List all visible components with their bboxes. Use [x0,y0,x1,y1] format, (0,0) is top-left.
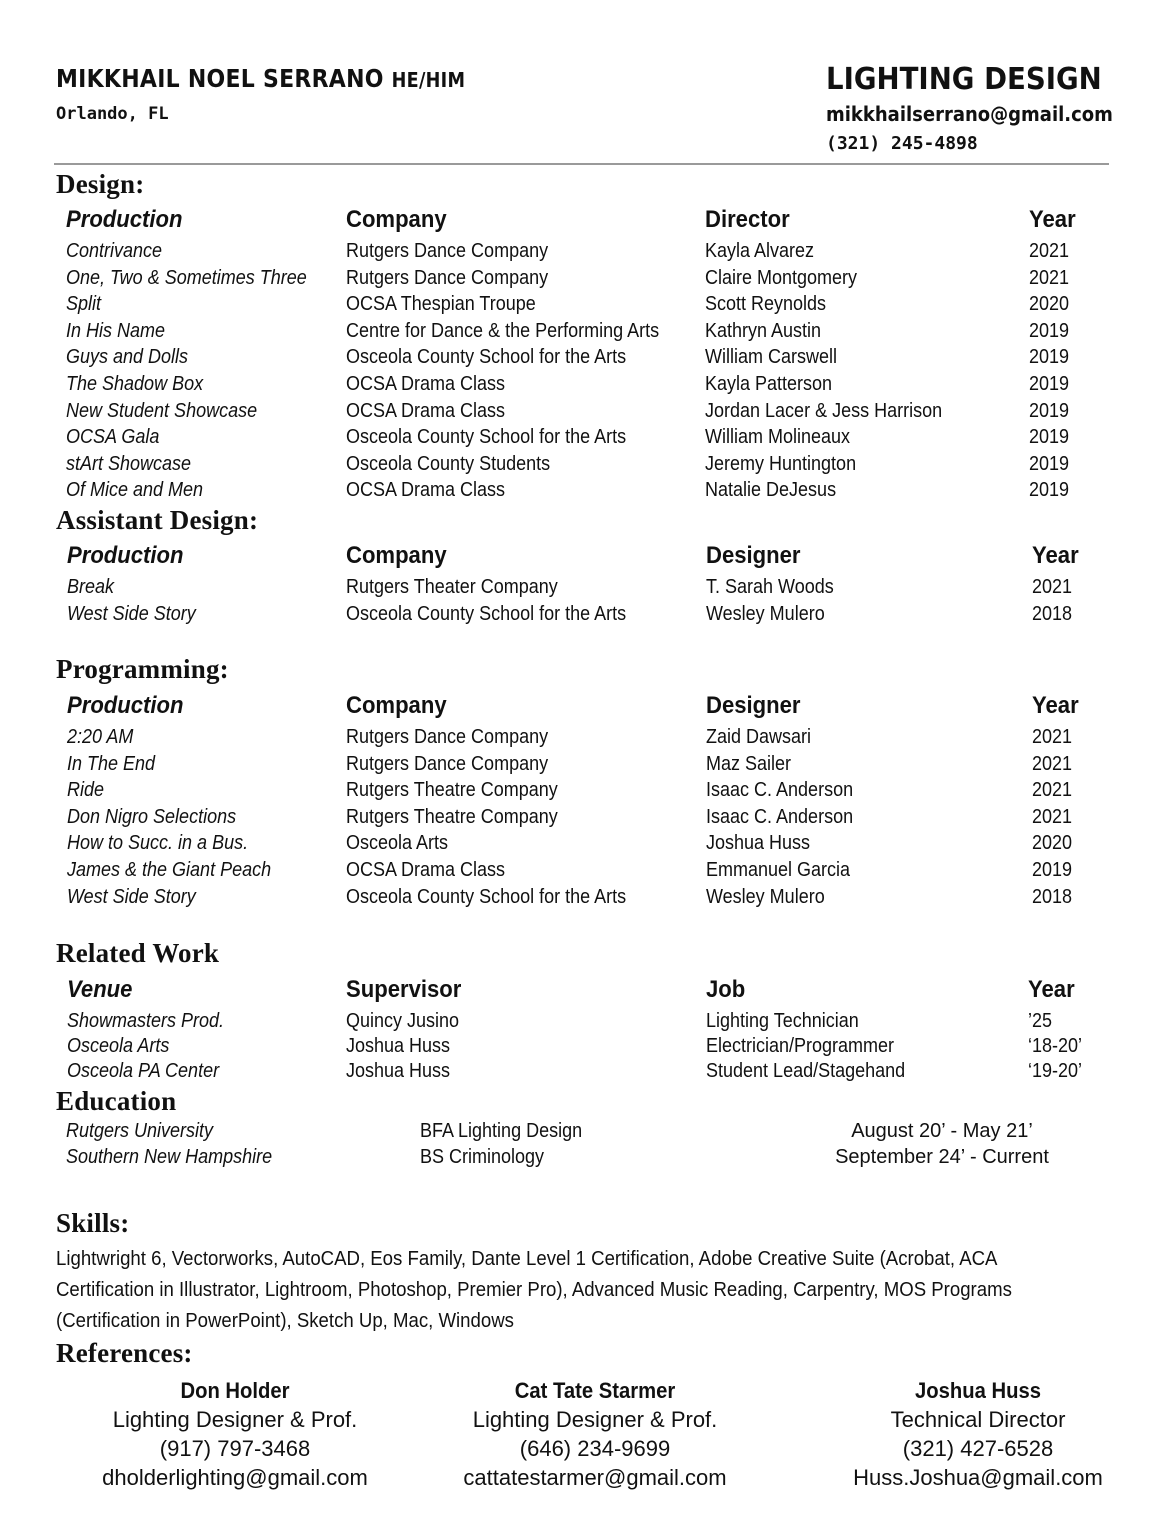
table-row [0,1035,1172,1060]
column-header: Company [346,542,447,569]
contact-phone[interactable]: (321) 245-4898 [826,133,978,154]
column-header: Job [706,976,746,1003]
production-cell: 2:20 AM [67,726,134,748]
person-cell: Emmanuel Garcia [706,858,851,881]
year-cell: 2021 [1032,576,1073,598]
production-cell: Ride [67,779,105,802]
header-divider [54,163,1109,165]
person-cell: Wesley Mulero [706,602,825,625]
table-row [0,320,1172,347]
reference-card [70,1376,400,1492]
table-row [0,240,1172,267]
company-cell: Joshua Huss [346,1035,451,1057]
column-header: Year [1028,976,1075,1003]
person-cell: Kayla Patterson [705,372,833,395]
production-cell: Osceola Arts [67,1035,170,1057]
year-cell: 2021 [1029,266,1070,289]
reference-name: Cat Tate Starmer [514,1378,676,1403]
year-cell: 2019 [1032,858,1073,881]
school-cell: Rutgers University [66,1120,214,1142]
year-cell: 2019 [1029,372,1070,395]
column-header: Venue [67,976,133,1003]
company-cell: Osceola Arts [346,832,449,855]
year-cell: 2019 [1029,426,1070,449]
column-header: Company [346,206,447,233]
skills-list: Lightwright 6, Vectorworks, AutoCAD, Eos Family, Dante Level 1 Certification, Adobe Creative Suite (Acrobat, ACA Certification in Illustrator, Lightroom, Photoshop, Premier Pro), Advanced Music Reading, Carpentry, MOS Programs (Certification in PowerPoint), Sketch Up, Mac, Windows [56,1248,1012,1332]
reference-phone[interactable]: (917) 797-3468 [159,1436,311,1461]
column-header: Production [67,692,184,719]
reference-role: Lighting Designer & Prof. [112,1407,358,1432]
dates-cell: August 20’ - May 21’ [851,1120,1033,1142]
year-cell: 2018 [1032,885,1073,908]
company-cell: OCSA Drama Class [346,399,506,422]
table-row [0,832,1172,859]
person-cell: Claire Montgomery [705,266,858,289]
year-cell: 2019 [1029,452,1070,475]
person-cell: Jeremy Huntington [705,452,857,475]
education-row [0,1146,1172,1172]
company-cell: OCSA Drama Class [346,479,506,502]
reference-phone[interactable]: (646) 234-9699 [519,1436,671,1461]
column-header: Supervisor [346,976,462,1003]
related-table-header [0,976,1172,1010]
table-row [0,726,1172,753]
production-cell: Don Nigro Selections [67,805,237,828]
person-cell: Electrician/Programmer [706,1035,895,1057]
company-cell: OCSA Drama Class [346,858,506,881]
company-cell: Quincy Jusino [346,1010,460,1032]
company-cell: Rutgers Dance Company [346,726,549,748]
column-header: Director [705,206,790,233]
column-header: Year [1032,692,1079,719]
column-header: Designer [706,692,801,719]
production-cell: Guys and Dolls [66,346,189,369]
school-cell: Southern New Hampshire [66,1146,273,1168]
resume-title: LIGHTING DESIGN [826,62,1102,97]
section-title-design: Design: [56,169,145,199]
reference-card [813,1376,1143,1492]
section-title-skills: Skills: [56,1208,130,1238]
year-cell: 2021 [1032,726,1073,748]
person-cell: Kathryn Austin [705,319,822,342]
production-cell: stArt Showcase [66,452,192,475]
year-cell: ‘18-20’ [1028,1035,1083,1057]
person-cell: Kayla Alvarez [705,240,815,262]
table-row [0,1010,1172,1035]
company-cell: Rutgers Dance Company [346,240,549,262]
programming-table [0,692,1172,912]
contact-email[interactable]: mikkhailserrano@gmail.com [826,102,1113,126]
company-cell: Rutgers Theatre Company [346,779,558,802]
section-title-education: Education [56,1086,177,1116]
production-cell: Contrivance [66,240,163,262]
table-row [0,479,1172,506]
reference-role: Lighting Designer & Prof. [472,1407,718,1432]
person-cell: Scott Reynolds [705,293,827,316]
production-cell: The Shadow Box [66,372,204,395]
person-cell: Maz Sailer [706,752,792,775]
company-cell: Osceola County School for the Arts [346,602,627,625]
column-header: Production [67,542,184,569]
reference-role: Technical Director [890,1407,1066,1432]
dates-cell: September 24’ - Current [835,1146,1049,1168]
company-cell: Joshua Huss [346,1060,451,1082]
table-row [0,859,1172,886]
production-cell: West Side Story [67,602,196,625]
production-cell: In The End [67,752,156,775]
education-row [0,1120,1172,1146]
table-row [0,267,1172,294]
year-cell: 2018 [1032,602,1073,625]
assistant-design-table [0,542,1172,629]
production-cell: One, Two & Sometimes Three [66,266,307,289]
section-title-references: References: [56,1338,193,1368]
company-cell: OCSA Drama Class [346,372,506,395]
reference-phone[interactable]: (321) 427-6528 [902,1436,1054,1461]
table-row [0,753,1172,780]
reference-email[interactable]: dholderlighting@gmail.com [102,1465,368,1490]
assistant-table-header [0,542,1172,576]
company-cell: Osceola County School for the Arts [346,346,627,369]
production-cell: Showmasters Prod. [67,1010,225,1032]
table-row [0,886,1172,913]
person-cell: William Molineaux [705,426,851,449]
reference-card [430,1376,760,1492]
production-cell: James & the Giant Peach [67,858,272,881]
column-header: Production [66,206,183,233]
company-cell: Osceola County School for the Arts [346,426,627,449]
year-cell: 2019 [1029,479,1070,502]
person-cell: Zaid Dawsari [706,726,812,748]
year-cell: 2020 [1032,832,1073,855]
location: Orlando, FL [56,104,169,124]
table-row [0,426,1172,453]
reference-name: Don Holder [180,1378,290,1403]
person-cell: T. Sarah Woods [706,576,834,598]
production-cell: Split [66,293,102,316]
table-row [0,400,1172,427]
person-cell: William Carswell [705,346,838,369]
company-cell: Rutgers Theatre Company [346,805,558,828]
reference-name: Joshua Huss [915,1378,1041,1403]
column-header: Year [1032,542,1079,569]
person-cell: Joshua Huss [706,832,811,855]
company-cell: Centre for Dance & the Performing Arts [346,319,660,342]
year-cell: 2019 [1029,346,1070,369]
reference-email[interactable]: Huss.Joshua@gmail.com [853,1465,1103,1490]
design-table-header [0,206,1172,240]
year-cell: 2021 [1032,805,1073,828]
pronouns: HE/HIM [391,68,466,92]
column-header: Designer [706,542,801,569]
production-cell: How to Succ. in a Bus. [67,832,249,855]
education-table [0,1120,1172,1172]
year-cell: 2020 [1029,293,1070,316]
table-row [0,453,1172,480]
degree-cell: BS Criminology [420,1146,545,1168]
table-row [0,806,1172,833]
year-cell: 2019 [1029,319,1070,342]
table-row [0,603,1172,630]
production-cell: Break [67,576,115,598]
production-cell: West Side Story [67,885,196,908]
production-cell: OCSA Gala [66,426,160,449]
production-cell: Osceola PA Center [67,1060,220,1082]
column-header: Year [1029,206,1076,233]
name-text: MIKKHAIL NOEL SERRANO [56,64,384,93]
year-cell: 2021 [1032,752,1073,775]
year-cell: 2021 [1032,779,1073,802]
degree-cell: BFA Lighting Design [420,1120,583,1142]
column-header: Company [346,692,447,719]
production-cell: In His Name [66,319,166,342]
person-cell: Student Lead/Stagehand [706,1060,906,1082]
year-cell: ’25 [1028,1010,1053,1032]
reference-email[interactable]: cattatestarmer@gmail.com [463,1465,727,1490]
table-row [0,1060,1172,1085]
section-title-assistant-design: Assistant Design: [56,505,259,535]
person-cell: Isaac C. Anderson [706,779,854,802]
section-title-related-work: Related Work [56,938,220,968]
related-work-table [0,976,1172,1085]
company-cell: Rutgers Dance Company [346,752,549,775]
programming-table-header [0,692,1172,726]
company-cell: Osceola County Students [346,452,551,475]
company-cell: Rutgers Dance Company [346,266,549,289]
section-title-programming: Programming: [56,654,229,684]
person-cell: Lighting Technician [706,1010,859,1032]
year-cell: 2019 [1029,399,1070,422]
person-cell: Natalie DeJesus [705,479,837,502]
table-row [0,779,1172,806]
design-table [0,206,1172,506]
table-row [0,293,1172,320]
production-cell: New Student Showcase [66,399,258,422]
table-row [0,373,1172,400]
person-cell: Jordan Lacer & Jess Harrison [705,399,943,422]
company-cell: OCSA Thespian Troupe [346,293,536,316]
production-cell: Of Mice and Men [66,479,204,502]
company-cell: Osceola County School for the Arts [346,885,627,908]
year-cell: ‘19-20’ [1028,1060,1083,1082]
company-cell: Rutgers Theater Company [346,576,558,598]
year-cell: 2021 [1029,240,1070,262]
table-row [0,346,1172,373]
person-cell: Isaac C. Anderson [706,805,854,828]
candidate-name [56,64,465,93]
person-cell: Wesley Mulero [706,885,825,908]
table-row [0,576,1172,603]
